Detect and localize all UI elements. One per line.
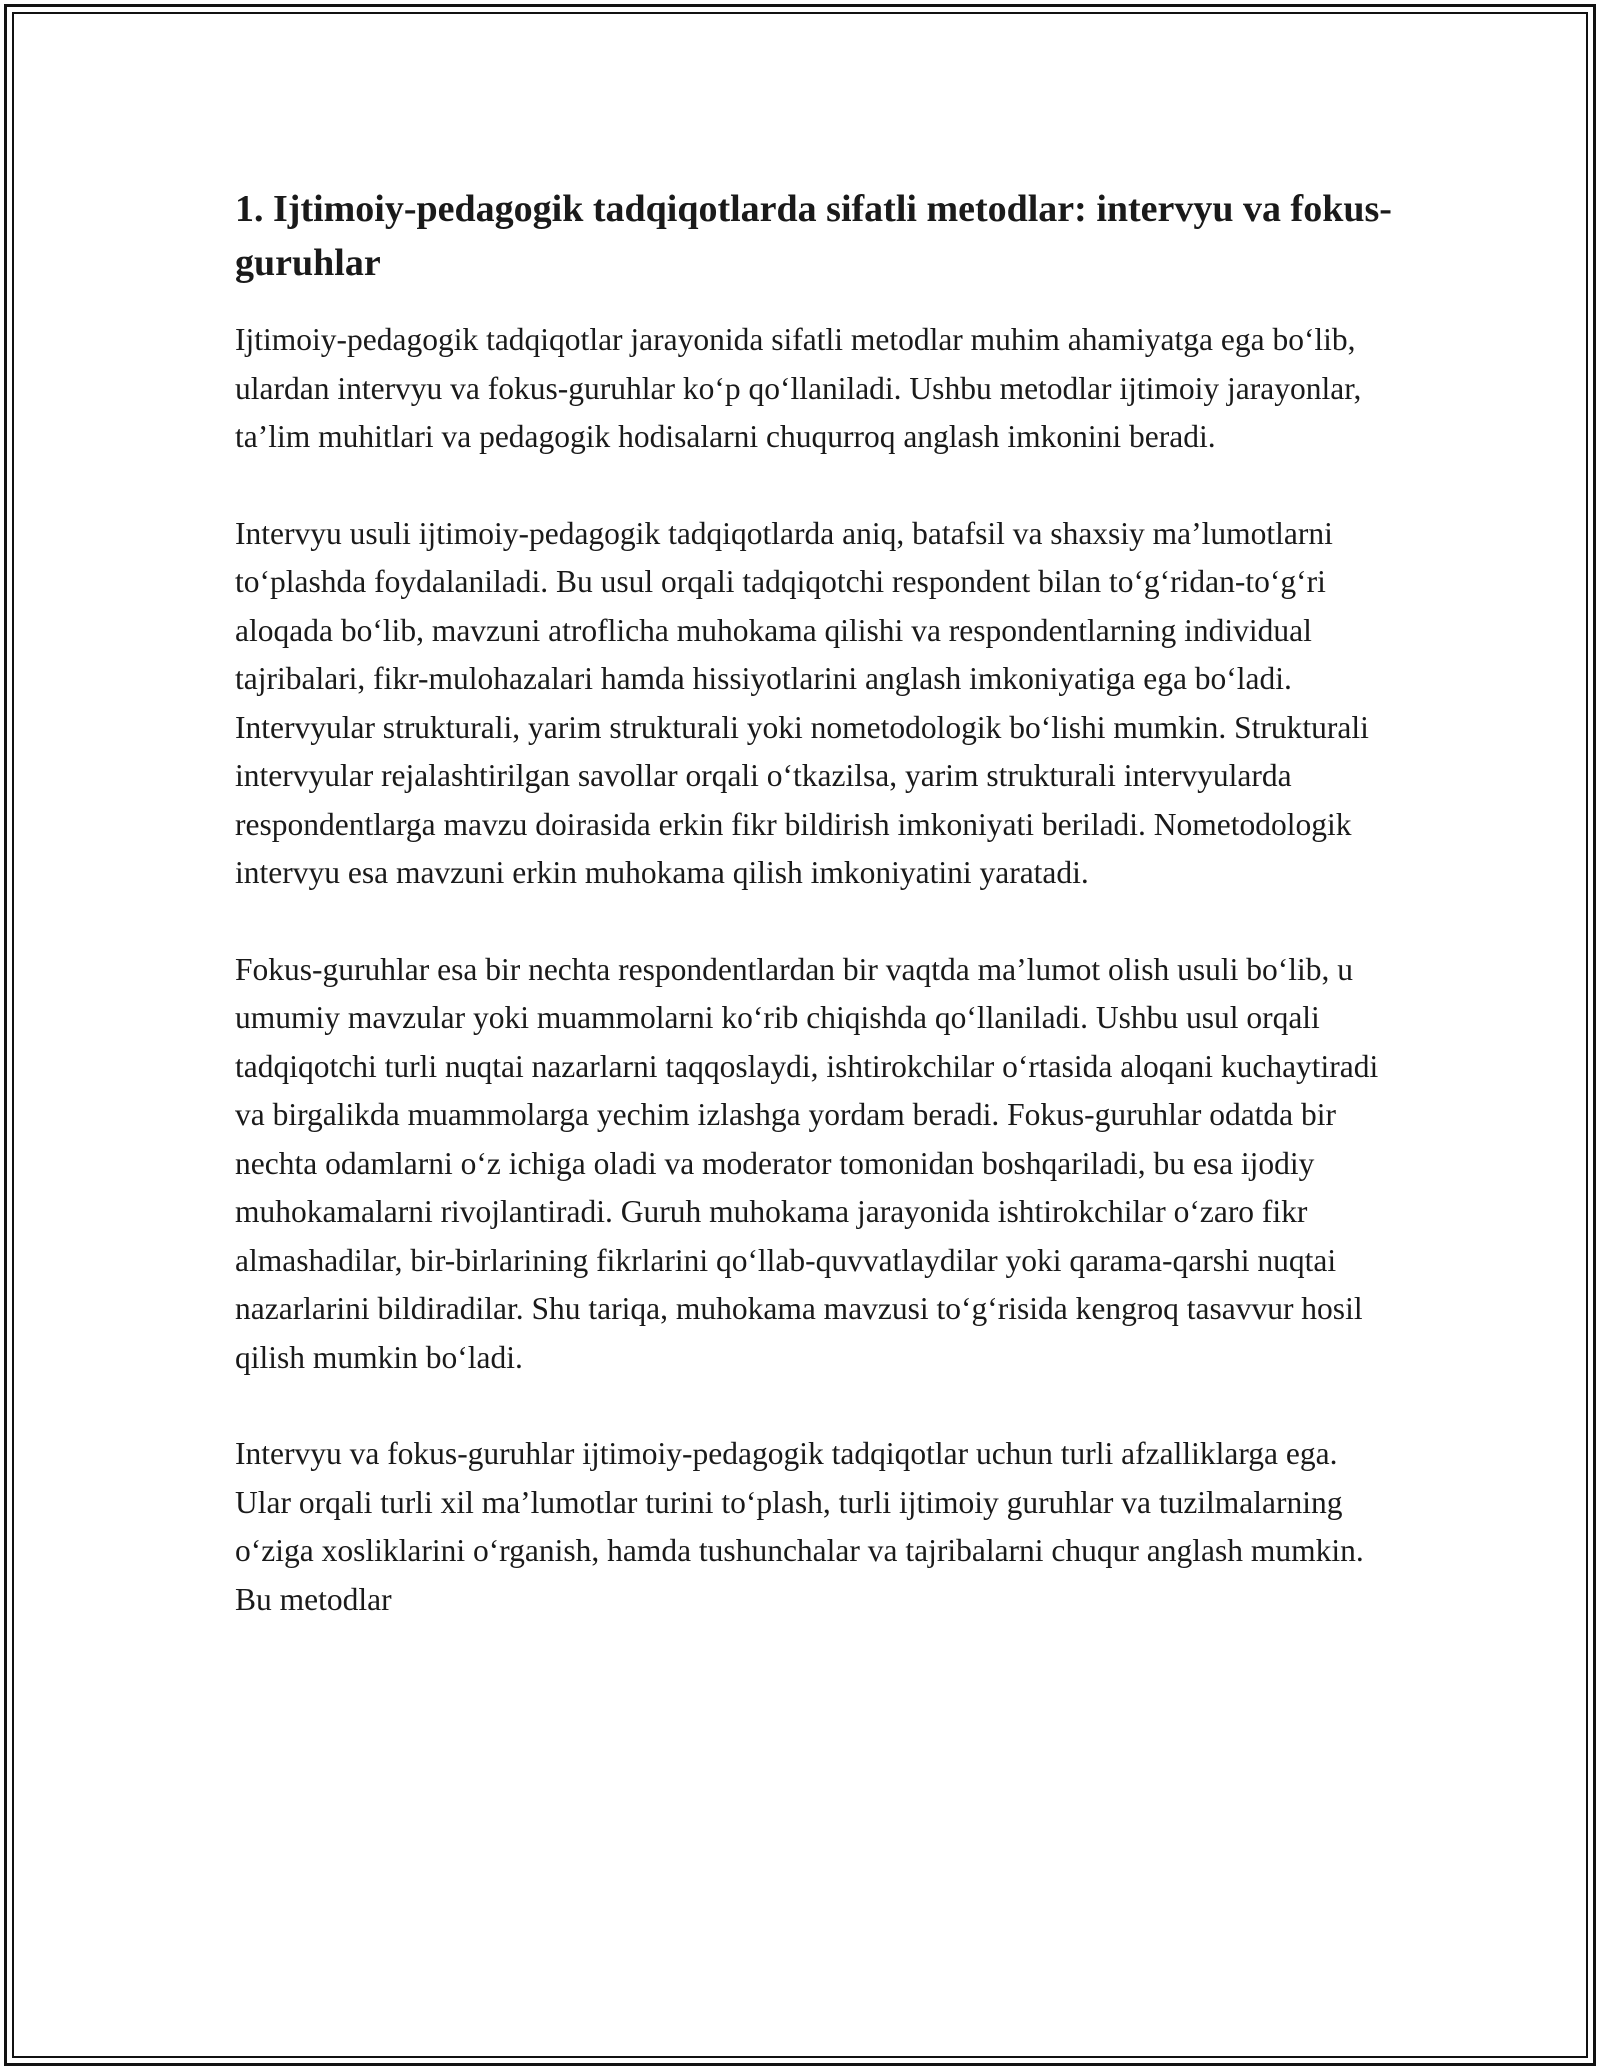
paragraph-interview: Intervyu usuli ijtimoiy-pedagogik tadqiqotlarda aniq, batafsil va shaxsiy ma’lumotlarni to‘plashda foydalaniladi. Bu usul orqali tadqiqotchi respondent bilan to‘g‘ridan-to‘g‘ri aloqada bo‘lib, mavzuni atroflicha muhokama qilishi va respondentlarning individual tajribalari, fikr-mulohazalari hamda hissiyotlarini anglash imkoniyatiga ega bo‘ladi. Intervyular strukturali, yarim strukturali yoki nometodologik bo‘lishi mumkin. Strukturali intervyular rejalashtirilgan savollar orqali o‘tkazilsa, yarim strukturali intervyularda respondentlarga mavzu doirasida erkin fikr bildirish imkoniyati beriladi. Nometodologik intervyu esa mavzuni erkin muhokama qilish imkoniyatini yaratadi. xyxy=(235,515,1369,890)
paragraph-focus-groups: Fokus-guruhlar esa bir nechta respondentlardan bir vaqtda ma’lumot olish usuli bo‘lib, u umumiy mavzular yoki muammolarni ko‘rib chiqishda qo‘llaniladi. Ushbu usul orqali tadqiqotchi turli nuqtai nazarlarni taqqoslaydi, ishtirokchilar o‘rtasida aloqani kuchaytiradi va birgalikda muammolarga yechim izlashga yordam beradi. Fokus-guruhlar odatda bir nechta odamlarni o‘z ichiga oladi va moderator tomonidan boshqariladi, bu esa ijodiy muhokamalarni rivojlantiradi. Guruh muhokama jarayonida ishtirokchilar o‘zaro fikr almashadilar, bir-birlarining fikrlarini qo‘llab-quvvatlaydilar yoki qarama-qarshi nuqtai nazarlarini bildiradilar. Shu tariqa, muhokama mavzusi to‘g‘risida kengroq tasavvur hosil qilish mumkin bo‘ladi. xyxy=(235,951,1379,1375)
section-heading: 1. Ijtimoiy-pedagogik tadqiqotlarda sifatli metodlar: intervyu va fokus-guruhlar xyxy=(235,188,1392,284)
document-body xyxy=(235,182,1395,1672)
paragraph-advantages: Intervyu va fokus-guruhlar ijtimoiy-pedagogik tadqiqotlar uchun turli afzalliklarga ega. Ular orqali turli xil ma’lumotlar turini to‘plash, turli ijtimoiy guruhlar va tuzilmalarning o‘ziga xosliklarini o‘rganish, hamda tushunchalar va tajribalarni chuqur anglash mumkin. Bu metodlar xyxy=(235,1436,1364,1617)
paragraph-intro: Ijtimoiy-pedagogik tadqiqotlar jarayonida sifatli metodlar muhim ahamiyatga ega bo‘lib, ulardan intervyu va fokus-guruhlar ko‘p qo‘llaniladi. Ushbu metodlar ijtimoiy jarayonlar, ta’lim muhitlari va pedagogik hodisalarni chuqurroq anglash imkonini beradi. xyxy=(235,322,1362,454)
